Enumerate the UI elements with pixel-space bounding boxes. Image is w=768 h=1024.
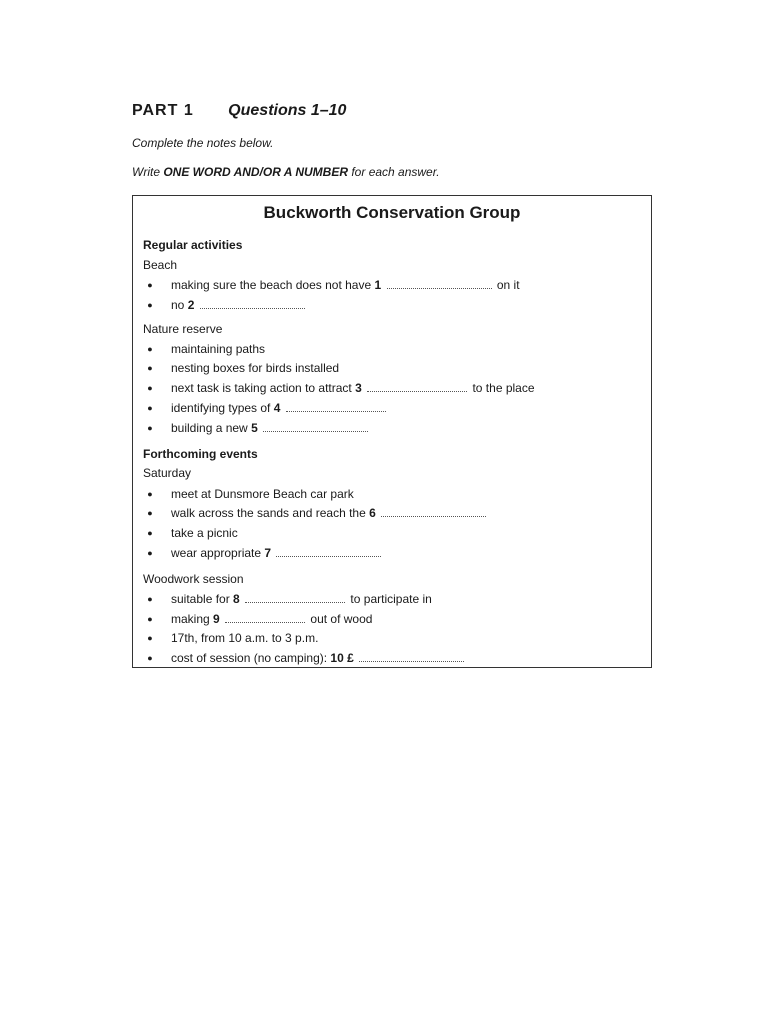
regular-activities-heading: Regular activities: [143, 238, 243, 252]
question-number: 6: [369, 506, 376, 520]
bullet-icon: ●: [147, 383, 153, 393]
part-header: [132, 102, 346, 120]
question-number: 8: [233, 592, 240, 606]
instruction-word-limit: Write ONE WORD AND/OR A NUMBER for each answer.: [132, 165, 440, 179]
answer-blank[interactable]: [263, 421, 368, 432]
bullet-icon: ●: [147, 508, 153, 518]
forthcoming-events-heading: Forthcoming events: [143, 447, 258, 461]
bullet-icon: ●: [147, 489, 153, 499]
woodwork-session-label: Woodwork session: [143, 572, 244, 586]
beach-label: Beach: [143, 258, 178, 272]
instruction-complete: Complete the notes below.: [132, 136, 274, 150]
answer-blank[interactable]: [276, 546, 381, 557]
bullet-icon: ●: [147, 403, 153, 413]
answer-blank[interactable]: [200, 298, 305, 309]
answer-blank[interactable]: [359, 651, 464, 662]
question-number: 1: [374, 278, 382, 292]
answer-blank[interactable]: [367, 381, 467, 392]
bullet-icon: ●: [147, 528, 153, 538]
answer-blank[interactable]: [387, 278, 492, 289]
questions-range: Questions 1–10: [228, 102, 347, 119]
bullet-icon: ●: [147, 633, 153, 643]
bullet-icon: ●: [147, 653, 153, 663]
notes-box: Buckworth Conservation Group Regular activities Beach ● making sure the beach does not have 1 on it ● no 2 Nature reserve ● maintaining paths ● nesting boxes for birds installed ● next task is taking action to attract 3 to the place ● identifying types of 4 ● building a new 5 Forthcoming events Saturday ● meet at Dunsmore Beach car park ● walk across the sands and reach the 6 ● take a picnic ● wear appropriate 7 Woodwork session ● suitable for 8 to participate in ● making 9 out of wood ● 17th, from 10 a.m. to 3 p.m. ● cost of session (no camping): 10 £: [132, 195, 652, 668]
part-label: PART 1: [132, 102, 194, 119]
bullet-icon: ●: [147, 363, 153, 373]
bullet-icon: ●: [147, 423, 153, 433]
bullet-icon: ●: [147, 280, 153, 290]
word-limit: ONE WORD AND/OR A NUMBER: [163, 165, 349, 179]
answer-blank[interactable]: [381, 506, 486, 517]
question-number: 10 £: [330, 651, 354, 665]
question-number: 2: [187, 298, 195, 312]
bullet-icon: ●: [147, 344, 153, 354]
bullet-icon: ●: [147, 548, 153, 558]
question-number: 3: [355, 381, 362, 395]
answer-blank[interactable]: [286, 401, 386, 412]
answer-blank[interactable]: [245, 592, 345, 603]
bullet-icon: ●: [147, 594, 153, 604]
notes-title: Buckworth Conservation Group: [263, 203, 521, 222]
answer-blank[interactable]: [225, 612, 305, 623]
bullet-icon: ●: [147, 300, 153, 310]
question-number: 4: [273, 401, 281, 415]
question-number: 7: [264, 546, 272, 560]
question-number: 5: [251, 421, 258, 435]
bullet-icon: ●: [147, 614, 153, 624]
saturday-label: Saturday: [143, 466, 192, 480]
nature-reserve-label: Nature reserve: [143, 322, 223, 336]
question-number: 9: [213, 612, 220, 626]
